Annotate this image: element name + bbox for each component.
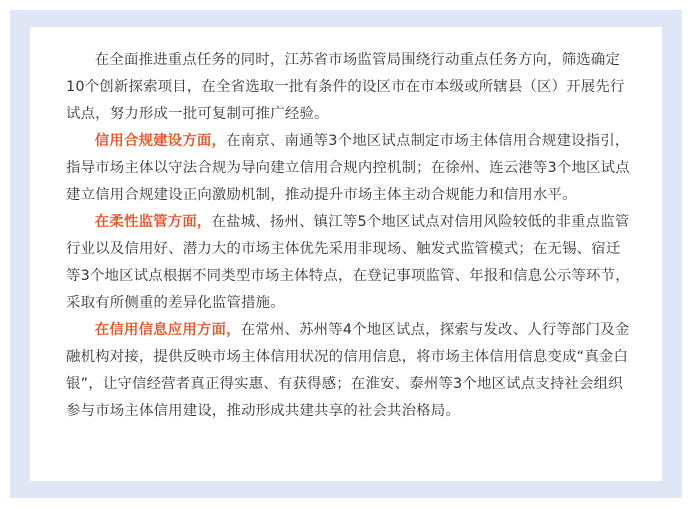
credit-compliance-heading: 信用合规建设方面，	[94, 133, 227, 149]
credit-info-paragraph	[66, 317, 632, 425]
flexible-regulation-paragraph	[66, 209, 632, 317]
flexible-regulation-heading: 在柔性监管方面，	[94, 214, 212, 230]
credit-compliance-body: 在南京、南通等3个地区试点制定市场主体信用合规建设指引，指导市场主体以守法合规为导向建立信用合规内控机制；在徐州、连云港等3个地区试点建立信用合规建设正向激励机制，推动提升市场主体主动合规能力和信用水平。	[66, 133, 630, 203]
credit-info-body: 在常州、苏州等4个地区试点，探索与发改、人行等部门及金融机构对接，提供反映市场主体信用状况的信用信息，将市场主体信用信息变成“真金白银”，让守信经营者真正得实惠、有获得感；在淮安、泰州等3个地区试点支持社会组织参与市场主体信用建设，推动形成共建共享的社会共治格局。	[66, 322, 630, 419]
credit-info-heading: 在信用信息应用方面，	[94, 322, 241, 338]
article-card	[30, 27, 662, 481]
article-frame	[10, 10, 682, 498]
intro-paragraph: 在全面推进重点任务的同时，江苏省市场监管局围绕行动重点任务方向，筛选确定10个创新探索项目，在全省选取一批有条件的设区市在市本级或所辖县（区）开展先行试点，努力形成一批可复制可推广经验。	[66, 52, 625, 122]
flexible-regulation-body: 在盐城、扬州、镇江等5个地区试点对信用风险较低的非重点监管行业以及信用好、潜力大的市场主体优先采用非现场、触发式监管模式；在无锡、宿迁等3个地区试点根据不同类型市场主体特点，在登记事项监管、年报和信息公示等环节，采取有所侧重的差异化监管措施。	[66, 214, 630, 311]
credit-compliance-paragraph	[66, 128, 632, 209]
